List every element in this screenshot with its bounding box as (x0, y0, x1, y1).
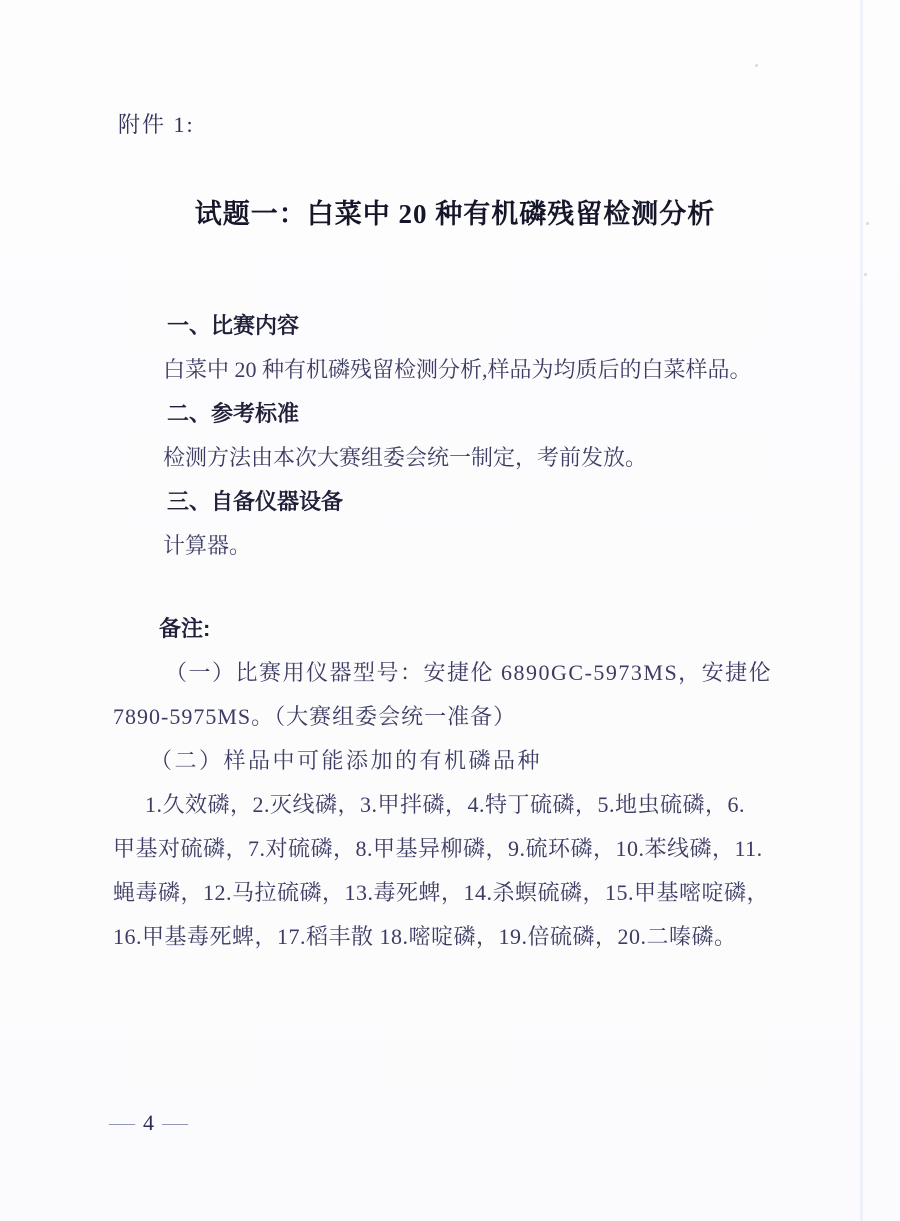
notes-heading: 备注: (159, 616, 211, 641)
pesticide-list-line-2: 甲基对硫磷，7.对硫磷，8.甲基异柳磷，9.硫环磷，10.苯线磷，11. (113, 836, 763, 861)
section-1-body: 白菜中 20 种有机磷残留检测分析,样品为均质后的白菜样品。 (163, 357, 752, 382)
scan-artifact-line (860, 0, 863, 1221)
document-title: 试题一：白菜中 20 种有机磷残留检测分析 (194, 199, 716, 229)
note-item-1-line-2: 7890-5975MS。（大赛组委会统一准备） (113, 704, 517, 729)
main-sections (115, 304, 805, 568)
note-item-2-line-1: （二）样品中可能添加的有机磷品种 (150, 748, 543, 773)
scan-speck (866, 222, 869, 225)
footer-left-dash: — (109, 1112, 135, 1134)
page-footer (109, 1110, 188, 1136)
pesticide-list-line-1: 1.久效磷，2.灭线磷，3.甲拌磷，4.特丁硫磷，5.地虫硫磷，6. (145, 792, 746, 817)
pesticide-list-line-4: 16.甲基毒死蜱，17.稻丰散 18.嘧啶磷，19.倍硫磷，20.二嗪磷。 (113, 924, 737, 949)
scan-speck (864, 273, 867, 276)
section-3-heading: 三、自备仪器设备 (167, 489, 344, 514)
section-2-body: 检测方法由本次大赛组委会统一制定，考前发放。 (163, 445, 648, 470)
footer-right-dash: — (162, 1112, 188, 1134)
page-number: 4 (143, 1110, 154, 1135)
scan-speck (755, 64, 758, 67)
section-2-heading: 二、参考标准 (167, 401, 300, 426)
attachment-label: 附件 1: (118, 112, 195, 137)
notes-section (113, 607, 805, 959)
section-3-body: 计算器。 (163, 533, 252, 558)
pesticide-list-line-3: 蝇毒磷，12.马拉硫磷，13.毒死蜱，14.杀螟硫磷，15.甲基嘧啶磷， (113, 880, 770, 905)
section-1-heading: 一、比赛内容 (167, 313, 300, 338)
note-item-1-line-1: （一）比赛用仪器型号：安捷伦 6890GC-5973MS，安捷伦 (165, 660, 773, 685)
